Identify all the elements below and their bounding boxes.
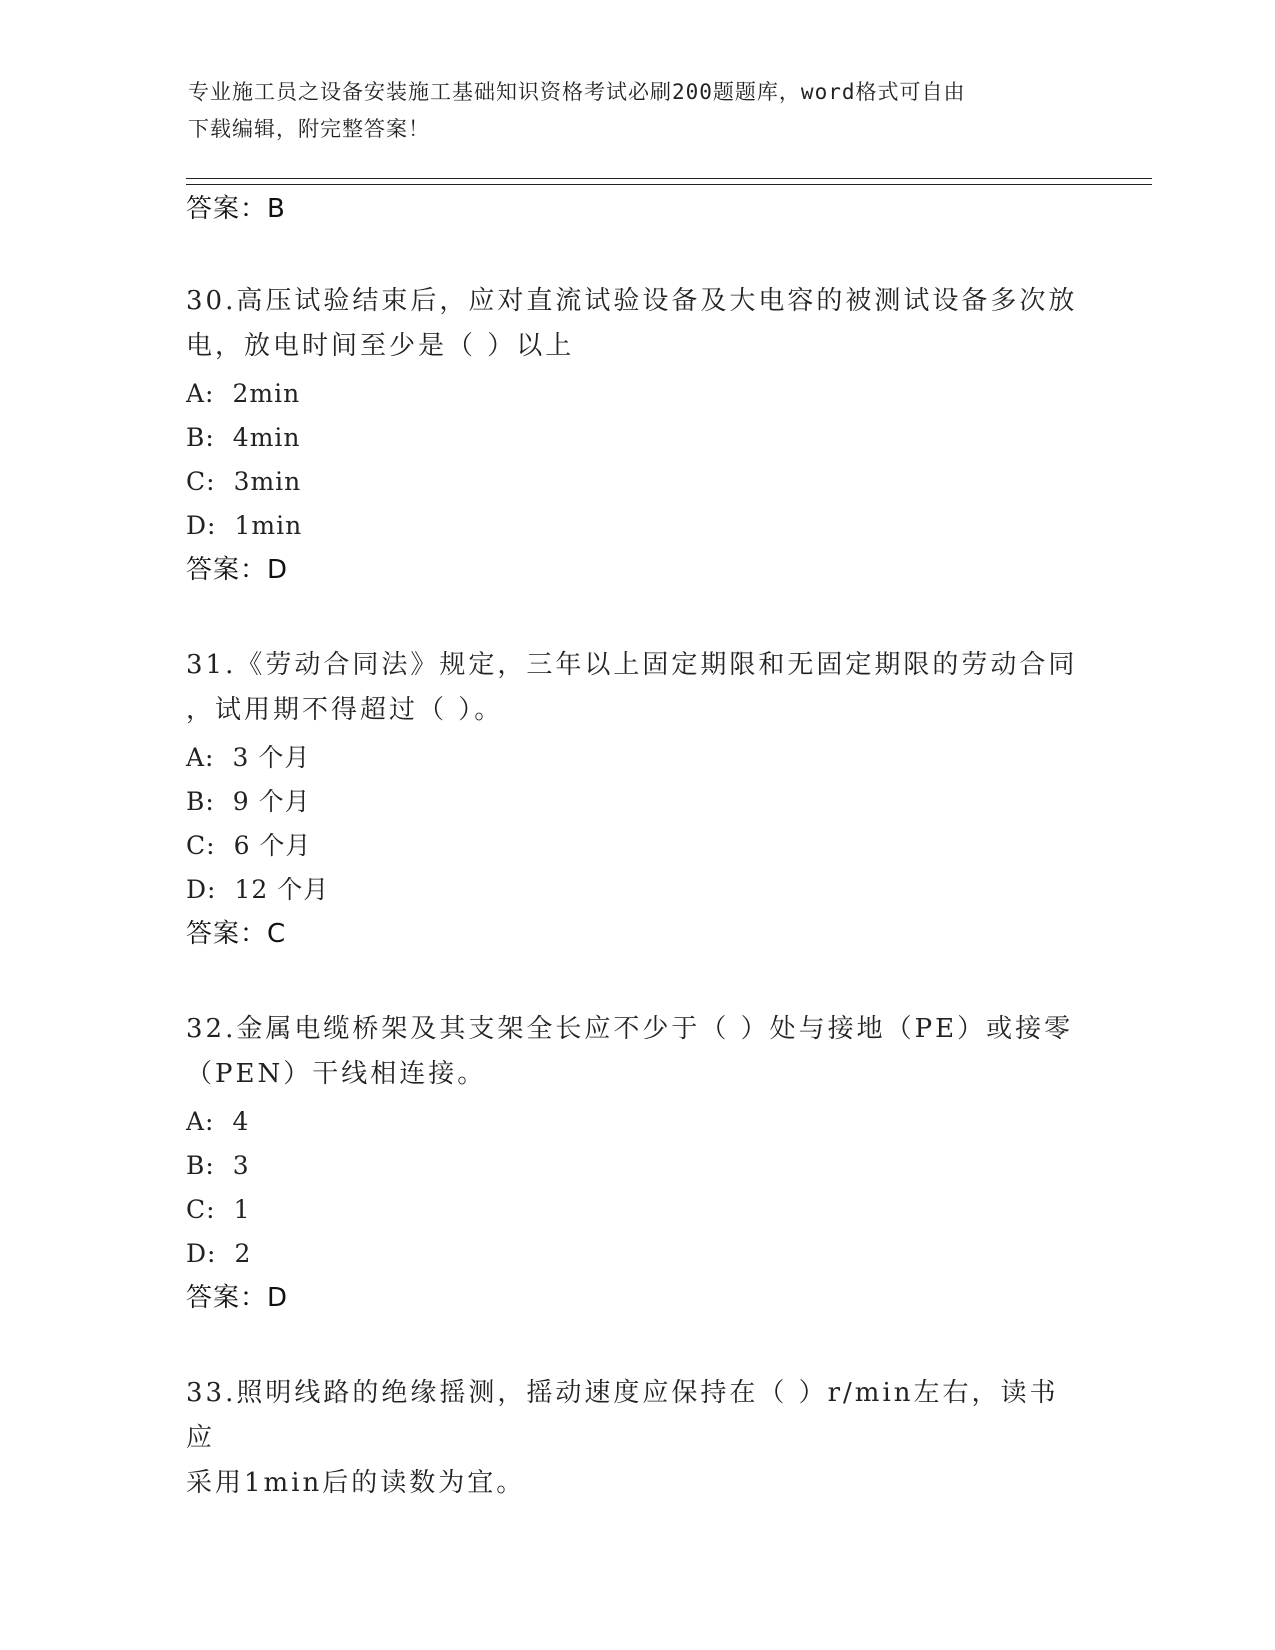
document-header [188,74,1088,148]
option-text: 4 [232,1107,250,1136]
option-text: 1min [234,511,303,540]
option-c [186,829,311,863]
option-text: 3 个月 [232,743,311,772]
option-text: 6 个月 [233,831,312,860]
header-divider-top [186,178,1152,179]
answer-30: 答案：D [186,555,289,585]
option-text: 3min [233,467,302,496]
option-text: 2 [234,1239,252,1268]
option-a [186,377,300,411]
option-letter: B: [186,1151,215,1180]
option-letter: A: [186,1107,215,1136]
option-letter: D: [186,875,217,904]
answer-31: 答案：C [186,919,287,949]
option-text: 12 个月 [234,875,330,904]
option-c [186,465,301,499]
option-text: 3 [232,1151,250,1180]
answer-32: 答案：D [186,1283,289,1313]
option-b [186,421,301,455]
option-letter: B: [186,787,215,816]
option-d [186,1237,251,1271]
option-letter: B: [186,423,215,452]
option-b [186,785,311,819]
option-text: 1 [233,1195,251,1224]
question-line: 电，放电时间至少是（ ）以上 [186,331,575,361]
option-letter: C: [186,1195,216,1224]
option-letter: C: [186,831,216,860]
previous-answer: 答案：B [186,194,286,224]
question-30 [186,279,1086,369]
option-d [186,509,302,543]
option-text: 2min [232,379,301,408]
option-text: 9 个月 [232,787,311,816]
question-33 [186,1371,1086,1506]
question-line: 采用1min后的读数为宜。 [186,1468,526,1498]
option-d [186,873,329,907]
question-31 [186,643,1086,733]
option-b [186,1149,250,1183]
question-line: 32.金属电缆桥架及其支架全长应不少于（ ）处与接地（PE）或接零 [186,1014,1074,1044]
question-line: 33.照明线路的绝缘摇测，摇动速度应保持在（ ）r/min左右，读书应 [186,1378,1059,1453]
header-line-1: 专业施工员之设备安装施工基础知识资格考试必刷200题题库，word格式可自由 [188,80,966,104]
option-a [186,1105,249,1139]
header-line-2: 下载编辑，附完整答案！ [188,117,430,141]
option-letter: A: [186,379,215,408]
question-line: ，试用期不得超过（ ）。 [186,695,504,725]
question-line: 30.高压试验结束后，应对直流试验设备及大电容的被测试设备多次放 [186,286,1078,316]
option-letter: D: [186,511,217,540]
option-letter: C: [186,467,216,496]
question-line: （PEN）干线相连接。 [186,1059,487,1089]
option-c [186,1193,250,1227]
option-a [186,741,310,775]
question-32 [186,1007,1086,1097]
option-letter: A: [186,743,215,772]
option-letter: D: [186,1239,217,1268]
question-line: 31.《劳动合同法》规定，三年以上固定期限和无固定期限的劳动合同 [186,650,1078,680]
option-text: 4min [232,423,301,452]
header-divider-bottom [186,184,1152,185]
